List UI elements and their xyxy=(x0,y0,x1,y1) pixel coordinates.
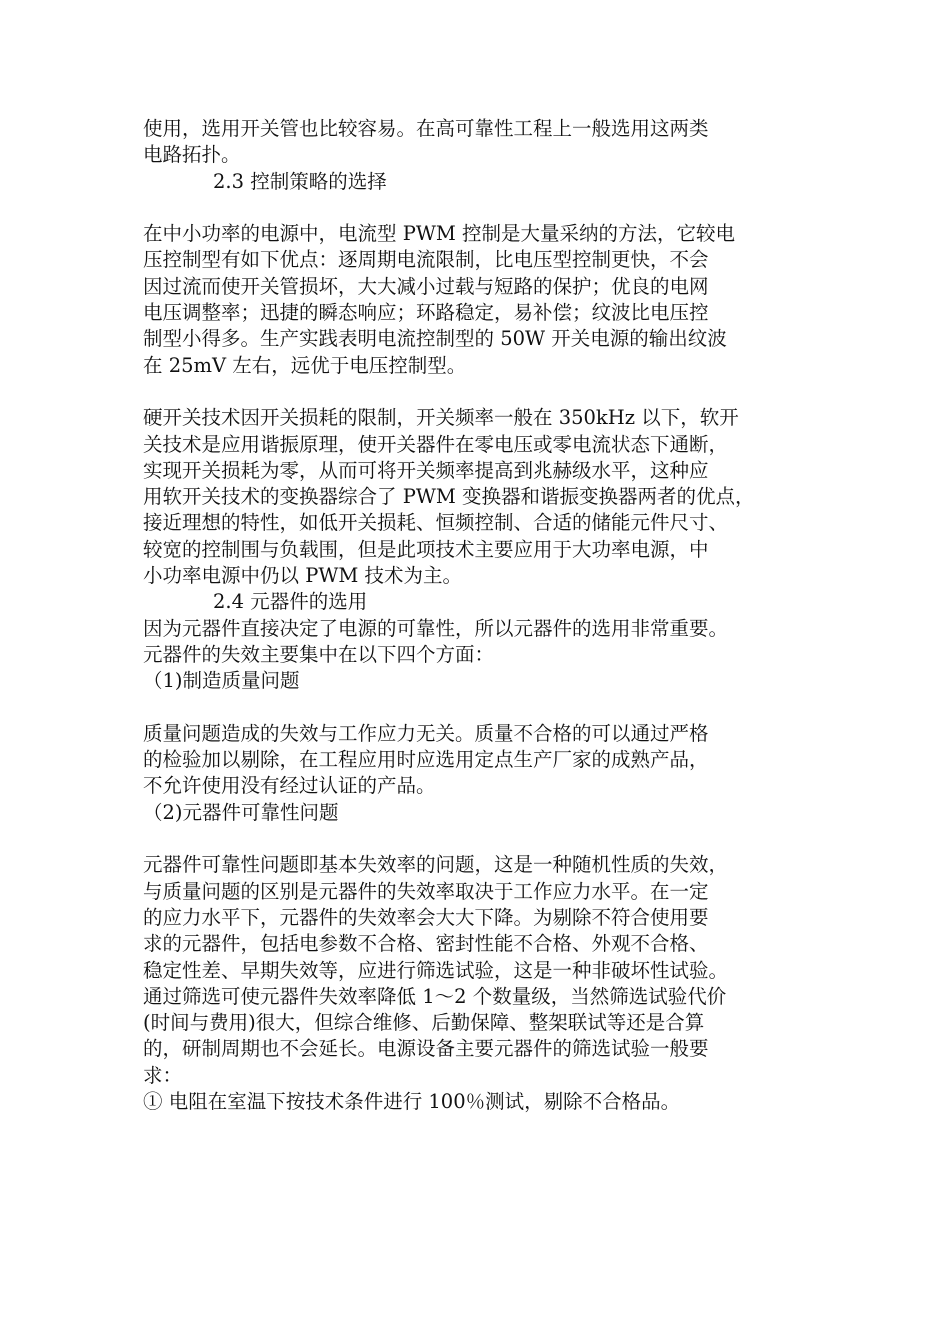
paragraph-line: 因过流而使开关管损坏，大大减小过载与短路的保护；优良的电网 xyxy=(143,274,709,298)
paragraph-line: 的应力水平下，元器件的失效率会大大下降。为剔除不符合使用要 xyxy=(143,905,709,929)
paragraph-line: 的检验加以剔除，在工程应用时应选用定点生产厂家的成熟产品， xyxy=(143,748,709,772)
paragraph-line: 求： xyxy=(143,1063,183,1087)
paragraph-line: ① 电阻在室温下按技术条件进行 100％测试，剔除不合格品。 xyxy=(143,1089,681,1113)
paragraph-line: 因为元器件直接决定了电源的可靠性，所以元器件的选用非常重要。 xyxy=(143,616,729,640)
paragraph-line: 实现开关损耗为零，从而可将开关频率提高到兆赫级水平，这种应 xyxy=(143,458,709,482)
paragraph-line: 小功率电源中仍以 PWM 技术为主。 xyxy=(143,564,463,588)
paragraph-line: 关技术是应用谐振原理，使开关器件在零电压或零电流状态下通断， xyxy=(143,432,729,456)
paragraph-gap xyxy=(143,826,808,852)
item-heading-1: （1)制造质量问题 xyxy=(143,669,300,693)
paragraph-line: 在 25mV 左右，远优于电压控制型。 xyxy=(143,353,467,377)
paragraph-line: 求的元器件，包括电参数不合格、密封性能不合格、外观不合格、 xyxy=(143,932,709,956)
paragraph-line: 不允许使用没有经过认证的产品。 xyxy=(143,774,436,798)
paragraph-line: (时间与费用)很大，但综合维修、后勤保障、整架联试等还是合算 xyxy=(143,1011,705,1035)
paragraph-line: 硬开关技术因开关损耗的限制，开关频率一般在 350kHz 以下，软开 xyxy=(143,406,739,430)
paragraph-line: 压控制型有如下优点：逐周期电流限制，比电压型控制更快，不会 xyxy=(143,248,709,272)
section-heading-2-4: 2.4 元器件的选用 xyxy=(213,590,368,614)
section-heading-2-3: 2.3 控制策略的选择 xyxy=(213,169,387,193)
paragraph-line: 的，研制周期也不会延长。电源设备主要元器件的筛选试验一般要 xyxy=(143,1037,709,1061)
paragraph-gap xyxy=(143,379,808,405)
paragraph-gap xyxy=(143,695,808,721)
paragraph-line: 较宽的控制围与负载围，但是此项技术主要应用于大功率电源，中 xyxy=(143,537,709,561)
paragraph-line: 制型小得多。生产实践表明电流控制型的 50W 开关电源的输出纹波 xyxy=(143,327,727,351)
paragraph-line: 稳定性差、早期失效等，应进行筛选试验，这是一种非破坏性试验。 xyxy=(143,958,729,982)
intro-line: 使用，选用开关管也比较容易。在高可靠性工程上一般选用这两类 xyxy=(143,117,709,140)
paragraph-line: 通过筛选可使元器件失效率降低 1～2 个数量级，当然筛选试验代价 xyxy=(143,984,727,1008)
paragraph-line: 元器件的失效主要集中在以下四个方面： xyxy=(143,642,495,666)
paragraph-gap xyxy=(143,195,808,221)
paragraph-line: 用软开关技术的变换器综合了 PWM 变换器和谐振变换器两者的优点， xyxy=(143,485,755,509)
paragraph-line: 在中小功率的电源中，电流型 PWM 控制是大量采纳的方法，它较电 xyxy=(143,222,736,246)
paragraph-line: 质量问题造成的失效与工作应力无关。质量不合格的可以通过严格 xyxy=(143,721,709,745)
paragraph-line: 与质量问题的区别是元器件的失效率取决于工作应力水平。在一定 xyxy=(143,879,709,903)
paragraph-line: 接近理想的特性，如低开关损耗、恒频控制、合适的储能元件尺寸、 xyxy=(143,511,729,535)
item-heading-2: （2)元器件可靠性问题 xyxy=(143,800,339,824)
intro-line: 电路拓扑。 xyxy=(143,143,241,167)
document-body xyxy=(143,116,808,1115)
paragraph-line: 电压调整率；迅捷的瞬态响应；环路稳定，易补偿；纹波比电压控 xyxy=(143,301,709,325)
paragraph-line: 元器件可靠性问题即基本失效率的问题，这是一种随机性质的失效， xyxy=(143,853,729,877)
